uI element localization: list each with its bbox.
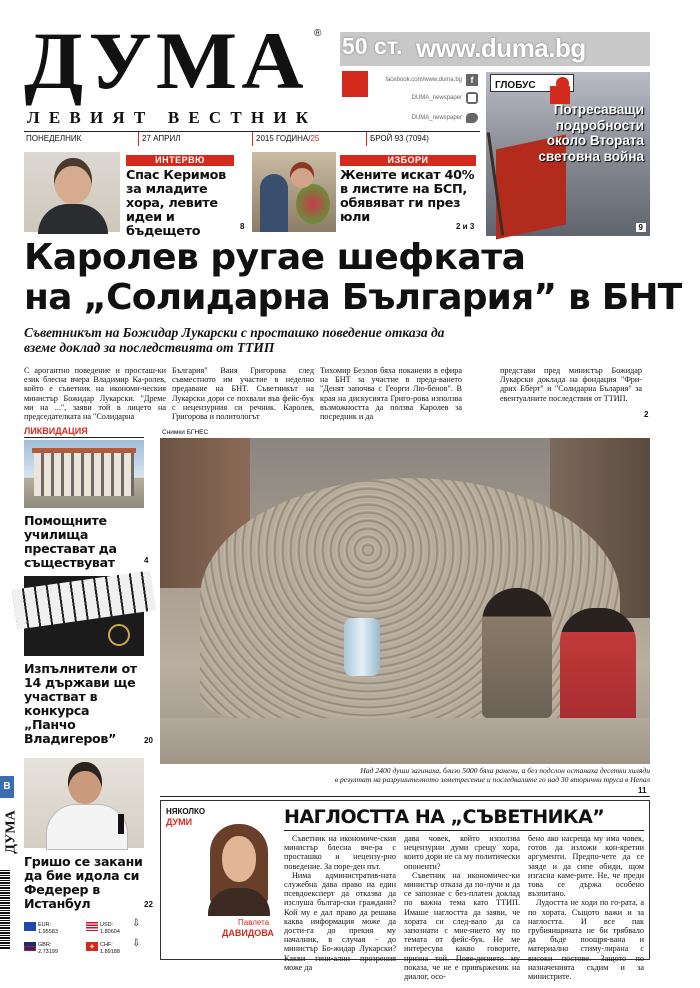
uk-flag-icon: [24, 942, 36, 951]
sidebar-headline[interactable]: Гришо се закани да бие идола си Федерер в Истанбул: [24, 854, 143, 911]
woman-right: [290, 162, 314, 188]
photo-credit: Снимки БГНЕС: [162, 429, 209, 436]
spine-title: ДУМА: [3, 810, 19, 854]
sidebar-page: 22: [144, 900, 153, 909]
column-paragraph: Съветник на икономичес-ки министър отказа да по-лучи и да се запознае с без-платен доклад по важна тема като ТТИП. Имаше наглостта да заяви, че хората си след-вало да са запознати с мне-нието му по темата от фейс-бук. Не ме интересува какво говорите, призна той. Пове-дението му показа, че не е привърженик на диалог, осо-: [404, 870, 520, 982]
column-col-3: [528, 834, 644, 982]
main-col-3: Тихомир Безлов бяха поканени в ефира на БНТ за участие в преда-ването "Денят започва с Георги Лю-бенов". В края на дискусията Григо-рова използва възможността да ползва Каролев за посредник и да: [320, 366, 462, 422]
currency-code: EUR:: [38, 922, 52, 928]
social-row[interactable]: [372, 108, 478, 128]
photo-caption-line1: Над 2400 души загинаха, близо 5000 бяха ранени, а без подслон останаха десетки хиляди: [360, 766, 650, 775]
column-rule: [284, 830, 644, 831]
piano-photo[interactable]: [24, 576, 144, 656]
sidebar-headline[interactable]: Помощните училища престават да съществуват: [24, 513, 117, 570]
grisho-photo[interactable]: [24, 758, 144, 848]
currency-code: CHF:: [100, 942, 113, 948]
sidebar-headline[interactable]: Изпълнители от 14 държави ще участват в конкурса „Панчо Владигеров”: [24, 661, 137, 746]
globus-headline: Потресаващи подробности около Втората световна война: [538, 102, 644, 164]
currency-value: 1.80604: [100, 928, 120, 935]
column-headline[interactable]: НАГЛОСТТА НА „СЪВЕТНИКА”: [284, 806, 605, 828]
column-paragraph: Лудостта не ходи по го-рата, а по хората. Същото важи и за наглостта. И все пак грубиянщината не би трябвало да бъде поощря-вана и материално стиму-лирана с високи постове. Защото по назначенията съдим и за министрите.: [528, 898, 644, 982]
social-row[interactable]: [372, 88, 478, 108]
facebook-icon: f: [466, 74, 478, 86]
sidebar-rule: [24, 437, 144, 438]
social-label: facebook.com/www.duma.bg: [385, 77, 462, 83]
woman-left: [260, 174, 288, 232]
teaser-page: 8: [240, 222, 245, 231]
teaser-headline[interactable]: Спас Керимов за младите хора, левите идеи и бъдещето: [126, 168, 226, 239]
currency-gbp: [38, 942, 58, 955]
globus-promo[interactable]: [486, 72, 650, 236]
teaser-page: 2 и 3: [456, 222, 475, 231]
piano-keys: [12, 570, 156, 629]
earthquake-photo[interactable]: [160, 438, 650, 764]
column-col-1: [284, 834, 396, 972]
currency-value: 2.73199: [38, 948, 58, 955]
us-flag-icon: [86, 922, 98, 931]
column-col-2: [404, 834, 520, 982]
sidebar-page: 20: [144, 736, 153, 745]
school-photo[interactable]: [24, 440, 144, 508]
globus-brand: ГЛОБУС: [495, 80, 536, 91]
dateline: [24, 134, 480, 148]
sidebar-section: ЛИКВИДАЦИЯ: [24, 426, 88, 436]
eu-flag-icon: [24, 922, 36, 931]
main-col-4: представи пред министър Божидар Лукарски доклада на фондация "Фри-дрих Еберт" и "Солидарна Бълария" за евентуалните последствия от ТТИП.: [500, 366, 642, 403]
teaser-tag: ИНТЕРВЮ: [126, 155, 234, 166]
author-first-name: Павлета: [238, 918, 270, 927]
currency-chf: [100, 942, 120, 955]
column-kicker-small: НЯКОЛКО: [166, 807, 206, 816]
column-kicker: ДУМИ: [166, 817, 193, 827]
twitter-icon: [466, 113, 478, 123]
spine-logo: B: [0, 776, 14, 798]
column-paragraph: дава човек, който използва нецензурни думи срещу хора, които дори не са му политически опоненти?: [404, 834, 520, 871]
sidebar-page: 4: [144, 556, 149, 565]
water-jug: [344, 618, 380, 676]
dateline-year: [256, 134, 319, 143]
person-sitting: [482, 588, 552, 718]
dateline-sep: [138, 132, 139, 146]
teaser-headline[interactable]: Жените искат 40% в листите на БСП, обявяват ги през юли: [340, 168, 475, 225]
athlete-head: [68, 762, 102, 804]
social-label: DUMA_newspaper: [411, 115, 462, 121]
ground: [160, 718, 650, 764]
currency-value: 1.95583: [38, 928, 58, 935]
women-photo[interactable]: [252, 152, 336, 232]
currency-eur: [38, 922, 58, 935]
registered-mark: ®: [314, 28, 322, 39]
red-square: [342, 71, 368, 97]
athlete-shirt: [46, 804, 128, 850]
author-last-name: ДАВИДОВА: [222, 928, 274, 938]
main-col-1: С арогантно поведение и просташ-ки език блесна вчера Владимир Ка-ролев, който е съветник на икономи-ческия министър Божидар Лукарски. "Дреме ми на ...", заяви той в лицето на председателката на "Солидарна: [24, 366, 166, 422]
school-roof: [32, 448, 136, 453]
swiss-flag-icon: +: [86, 942, 98, 951]
currency-box: [24, 920, 152, 960]
main-page: 2: [644, 410, 649, 419]
column-paragraph: бено ако насреща му има човек, готов да изложи кон-кретни аргументи. Предпо-чете да се заяде и да сипе обиди, щом изгасна каме-рите. Не, че преди това се държа особено възпитано.: [528, 834, 644, 899]
microphone-icon: [118, 814, 124, 834]
currency-code: USD:: [100, 922, 114, 928]
teaser-tag: ИЗБОРИ: [340, 155, 476, 166]
year-text: 2015 ГОДИНА/: [256, 134, 311, 143]
social-label: DUMA_newspaper: [411, 95, 462, 101]
currency-value: 1.89188: [100, 948, 120, 955]
column-paragraph: Съветник на икономиче-ския министър блесна вче-ра с просташко и нецензу-рно поведение. За поре-ден път.: [284, 834, 396, 871]
masthead-subtitle: ЛЕВИЯТ ВЕСТНИК: [27, 108, 318, 127]
social-row[interactable]: [372, 72, 478, 88]
instagram-icon: [466, 92, 478, 104]
person-sitting: [560, 608, 636, 728]
author-photo[interactable]: [204, 818, 274, 916]
barcode: [0, 870, 10, 950]
main-headline-line1[interactable]: Каролев ругае шефката: [24, 237, 526, 278]
dateline-day: ПОНЕДЕЛНИК: [26, 134, 82, 143]
down-arrow-icon: ⇩: [132, 938, 141, 949]
rubble-pile: [200, 478, 620, 718]
column-paragraph: Нима административ-ната служебна дава право на един псевдоексперт да отказва да изслуша българ-ски граждани? Кой му е дал право да решава каква информация може да дости-га до прекия му началник, в случая - до министър Бо-жидар Лукарски? Какви гени-ални прозрения може да: [284, 870, 396, 972]
flowers: [296, 184, 330, 224]
price: 50 ст.: [342, 33, 403, 59]
main-headline-line2[interactable]: на „Солидарна България” в БНТ: [24, 277, 682, 318]
photo-caption-line2: в резултат на разрушителното земетресение и последвалите го над 30 вторични труса в Непал: [334, 775, 650, 784]
year-number: 25: [310, 134, 320, 143]
social-links: [372, 72, 478, 128]
photo-page: 11: [638, 786, 647, 795]
music-logo-icon: [108, 624, 130, 646]
portrait-head: [54, 158, 92, 204]
site-url[interactable]: www.duma.bg: [416, 33, 586, 63]
down-arrow-icon: ⇩: [132, 918, 141, 929]
dateline-issue: БРОЙ 93 (7094): [370, 134, 429, 143]
school-building: [34, 450, 134, 496]
dateline-date: 27 АПРИЛ: [142, 134, 181, 143]
dateline-sep: [252, 132, 253, 146]
masthead-title: ДУМА: [24, 15, 308, 106]
photo-rule: [160, 796, 650, 797]
portrait-shirt: [38, 204, 108, 234]
author-face: [222, 836, 256, 882]
main-subhead: Съветникът на Божидар Лукарски с просташко поведение отказа да вземе доклад за последствията от ТТИП: [24, 325, 445, 355]
currency-usd: [100, 922, 120, 935]
currency-code: GBR:: [38, 942, 52, 948]
kerimov-photo[interactable]: [24, 152, 120, 232]
globus-page: 9: [636, 223, 646, 232]
dateline-sep: [366, 132, 367, 146]
main-col-2: България" Ваня Григорова след съвместното им участие в неделно предаване на БНТ. Съветникът на Лукарски дори се похвали във фейс-бук с нецензурния си речник. Каролев, Григорова и политологът: [172, 366, 314, 422]
